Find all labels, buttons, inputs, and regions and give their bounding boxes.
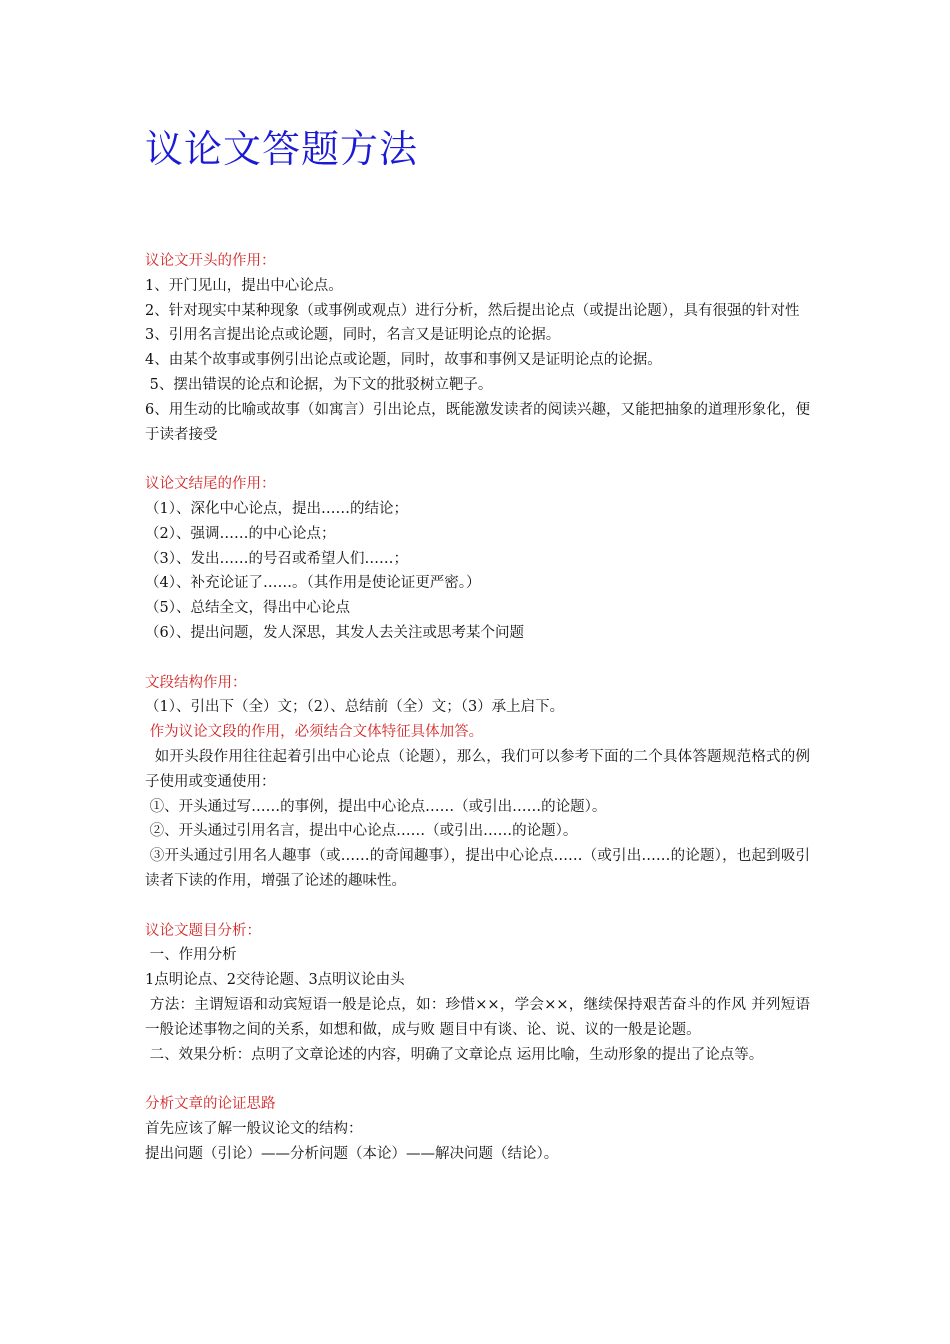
paragraph-line: 6、用生动的比喻或故事（如寓言）引出论点，既能激发读者的阅读兴趣，又能把抽象的道理形象化，便于读者接受: [145, 401, 810, 443]
section-heading-ending: 议论文结尾的作用：: [145, 476, 276, 493]
section-spacer: [145, 1067, 810, 1092]
list-item: ②、开头通过引用名言，提出中心论点……（或引出……的论题）。: [145, 823, 578, 840]
paragraph-line: 4、由某个故事或事例引出论点或论题，同时，故事和事例又是证明论点的论据。: [145, 352, 662, 369]
paragraph-line: 一、作用分析: [145, 947, 237, 964]
list-item: （6）、提出问题，发人深思，其发人去关注或思考某个问题: [145, 624, 524, 641]
section-heading-argument-logic: 分析文章的论证思路: [145, 1096, 276, 1113]
section-heading-title-analysis: 议论文题目分析：: [145, 922, 261, 939]
paragraph-line: 3、引用名言提出论点或论题，同时，名言又是证明论点的论据。: [145, 327, 561, 344]
paragraph-line: 首先应该了解一般议论文的结构：: [145, 1120, 363, 1137]
paragraph-line: （1）、引出下（全）文；（2）、总结前（全）文；（3）承上启下。: [145, 699, 565, 716]
list-item: ①、开头通过写……的事例，提出中心论点……（或引出……的论题）。: [145, 798, 607, 815]
list-item: （2）、强调……的中心论点；: [145, 525, 336, 542]
paragraph-line: 2、针对现实中某种现象（或事例或观点）进行分析，然后提出论点（或提出论题），具有很强的针对性: [145, 302, 800, 319]
emphasis-line: 作为议论文段的作用，必须结合文体特征具体加答。: [145, 724, 484, 741]
document-body: [145, 249, 810, 1166]
document-title: 议论文答题方法: [145, 127, 419, 171]
list-item: （1）、深化中心论点，提出……的结论；: [145, 500, 408, 517]
list-item: ③开头通过引用名人趣事（或……的奇闻趣事），提出中心论点……（或引出……的论题），也起到吸引读者下读的作用，增强了论述的趣味性。: [145, 848, 811, 889]
paragraph-line: 提出问题（引论）——分析问题（本论）——解决问题（结论）。: [145, 1145, 559, 1162]
section-spacer: [145, 646, 810, 671]
section-spacer: [145, 894, 810, 919]
list-item: （3）、发出……的号召或希望人们……；: [145, 550, 408, 567]
section-spacer: [145, 447, 810, 472]
list-item: （4）、补充论证了……。（其作用是使论证更严密。）: [145, 575, 481, 592]
section-heading-structure: 文段结构作用：: [145, 674, 247, 691]
paragraph-line: 方法：主谓短语和动宾短语一般是论点，如：珍惜××，学会××，继续保持艰苦奋斗的作风 并列短语一般论述事物之间的关系，如想和做，成与败 题目中有谈、论、说、议的一般是论题。: [145, 996, 811, 1038]
section-heading-opening: 议论文开头的作用：: [145, 253, 276, 269]
paragraph-line: 二、效果分析：点明了文章论述的内容，明确了文章论点 运用比喻，生动形象的提出了论点等。: [145, 1046, 764, 1063]
paragraph-line: 1、开门见山，提出中心论点。: [145, 277, 343, 294]
paragraph-line: 5、摆出错误的论点和论据，为下文的批驳树立靶子。: [145, 376, 493, 393]
paragraph-line: 1点明论点、2交待论题、3点明议论由头: [145, 972, 405, 989]
paragraph-line: 如开头段作用往往起着引出中心论点（论题），那么，我们可以参考下面的二个具体答题规范格式的例子使用或变通使用：: [145, 748, 811, 790]
list-item: （5）、总结全文，得出中心论点: [145, 600, 350, 617]
